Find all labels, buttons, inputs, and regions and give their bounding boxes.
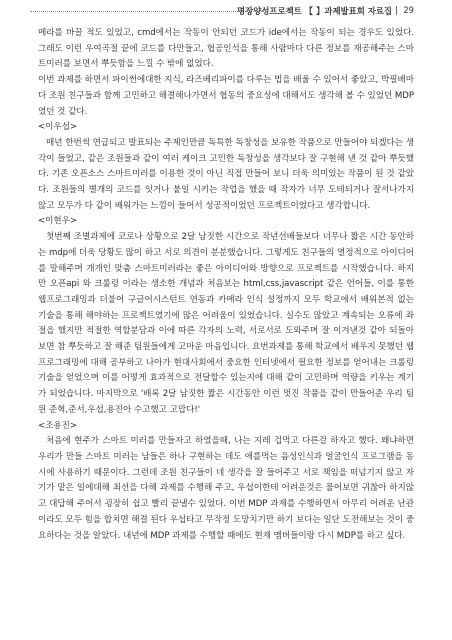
page-number: [395, 5, 414, 15]
header-separator: |: [395, 5, 398, 15]
intro-paragraph-2: 이번 과제를 하면서 파이썬에대한 지식, 라즈베리파이를 다루는 법을 배울 수 있어서 좋았고, 박필배마다 조원 친구들과 함께 고민하고 해결해나가면서 협동의 중요성에 대해서도 생각해 볼 수 있었던 MDP였던 것 같다.: [38, 75, 414, 117]
header-title: 명장양성프로젝트 【 】과제발표회 자료집: [237, 6, 392, 16]
header-dotted-rule: [30, 11, 264, 12]
page-number-value: 29: [403, 5, 414, 15]
section-body-jo-yongjin: 처음에 현주가 스마트 미러를 만들자고 하였을때, 나는 지레 겁먹고 다른걸 하자고 했다. 왜냐하면 우리가 만들 스마트 미러는 남들은 하나 구현하는 데도 애를먹는 음성인식과 얼굴인식 프로그램을 동시에 사용하기 때문이다. 그런데 조원 친구들이 네 생각을 잘 들어주고 서로 책임을 떠넘기지 않고 자기가 맡은 일에대해 최선을 다해 과제를 수행해 주고, 우섭이한테 어려운것은 물어보면 귀찮아 하지않고 대답해 주어서 굉장히 쉽고 빨리 끝낼수 있었다. 이번 MDP 과제를 수행하면서 아무리 어려운 난관이라도 모두 힘을 합치면 해결 된다 우섭타고 무작정 도망치기만 하기 보다는 일단 도전해보는 것이 중요하다는 것을 알았다. 내년에 MDP 과제를 수행할 때에도 현재 멤버들이랑 다시 MDP를 하고 싶다.: [38, 436, 414, 541]
section-body-lee-hyunwoo: 첫번째 조별과제에 코로나 상황으로 2달 남짓한 시간으로 작년선배들보다 너무나 짧은 시간 동안하는 mdp에 더욱 당황도 많이 하고 서로 의견이 분분했습니다. 그렇게도 친구들의 열정적으로 아이디어를 말해주며 개개인 맞춤 스마트미러라는 좋은 아이디어와 방향으로 프로젝트를 시작했습니다. 하지만 오픈api 와 크롤링 이라는 생소한 개념과 처음보는 html,css,javascript 같은 언어들, 이를 통한 웹프로그래밍과 더불어 구글어시스턴트 연동과 카메라 인식 설정까지 모두 학교에서 배워본적 없는 기술을 통해 해야하는 프로젝트였기에 많은 어려움이 있었습니다. 실수도 많았고 계속되는 오류에 좌절을 했지만 적절한 역할분담과 이에 따른 각자의 노력, 서로서로 도와주며 잘 이겨낸것 같아 되돌아 보면 참 뿌듯하고 잘 해준 팀원들에게 고마운 마음입니다. 요번과제를 통해 학교에서 배우지 못했던 웹프로그래밍에 대해 공부하고 나아가 현대사회에서 중요한 인터넷에서 필요한 정보를 얻어내는 크롤링 기술을 얻었으며 이를 어떻게 효과적으로 전달할수 있는지에 대해 같이 고민하며 역량을 키우는 계기가 되었습니다. 마지막으로 '배록 2달 남짓한 짧은 시간동안 이런 멋진 작품을 같이 만들어준 우리 팀원 준혁,준서,우섭,용진아 수고했고 고맙다!': [38, 232, 414, 415]
intro-paragraph-1: 메라를 바꿀 적도 있었고, cmd에서는 작동이 안되던 코드가 ide에서는 작동이 되는 경우도 있었다. 그래도 이런 우여곡절 끝에 코드를 다만들고, 협공인석을 통해 사람마다 다른 정보를 재공해주는 스마트미러를 보면서 뿌듯함을 느낄 수 밖에 없었다.: [38, 28, 414, 70]
section-title-jo-yongjin: <조용진>: [38, 420, 78, 431]
document-body: [38, 26, 414, 544]
section-body-lee-wooseop: 매년 한번씩 연급되고 발표되는 주제인만큼 독특한 독창성을 보유한 작품으로 만들어야 되겠다는 생각이 들었고, 같은 조원들과 같이 여러 케이크 고민한 독창성을 생각보다 잘 구현해 낸 것 같아 뿌듯했다. 기존 오픈소스 스마트미러를 이용한 것이 아닌 직접 만들어 보니 더욱 의미있는 작품이 된 것 같았다. 조원들의 별개의 코드를 잇거나 붙일 시키는 작업을 했을 때 작자가 너무 도테되거나 잘서나가지 않고 모두가 다 같이 배워가는 느낌이 들어서 성공적이었던 프로젝트이었다고 생각합니다.: [38, 137, 414, 211]
page-header: [30, 2, 414, 20]
section-title-lee-hyunwoo: <이현우>: [38, 216, 78, 227]
section-title-lee-wooseop: <이우섭>: [38, 122, 78, 133]
